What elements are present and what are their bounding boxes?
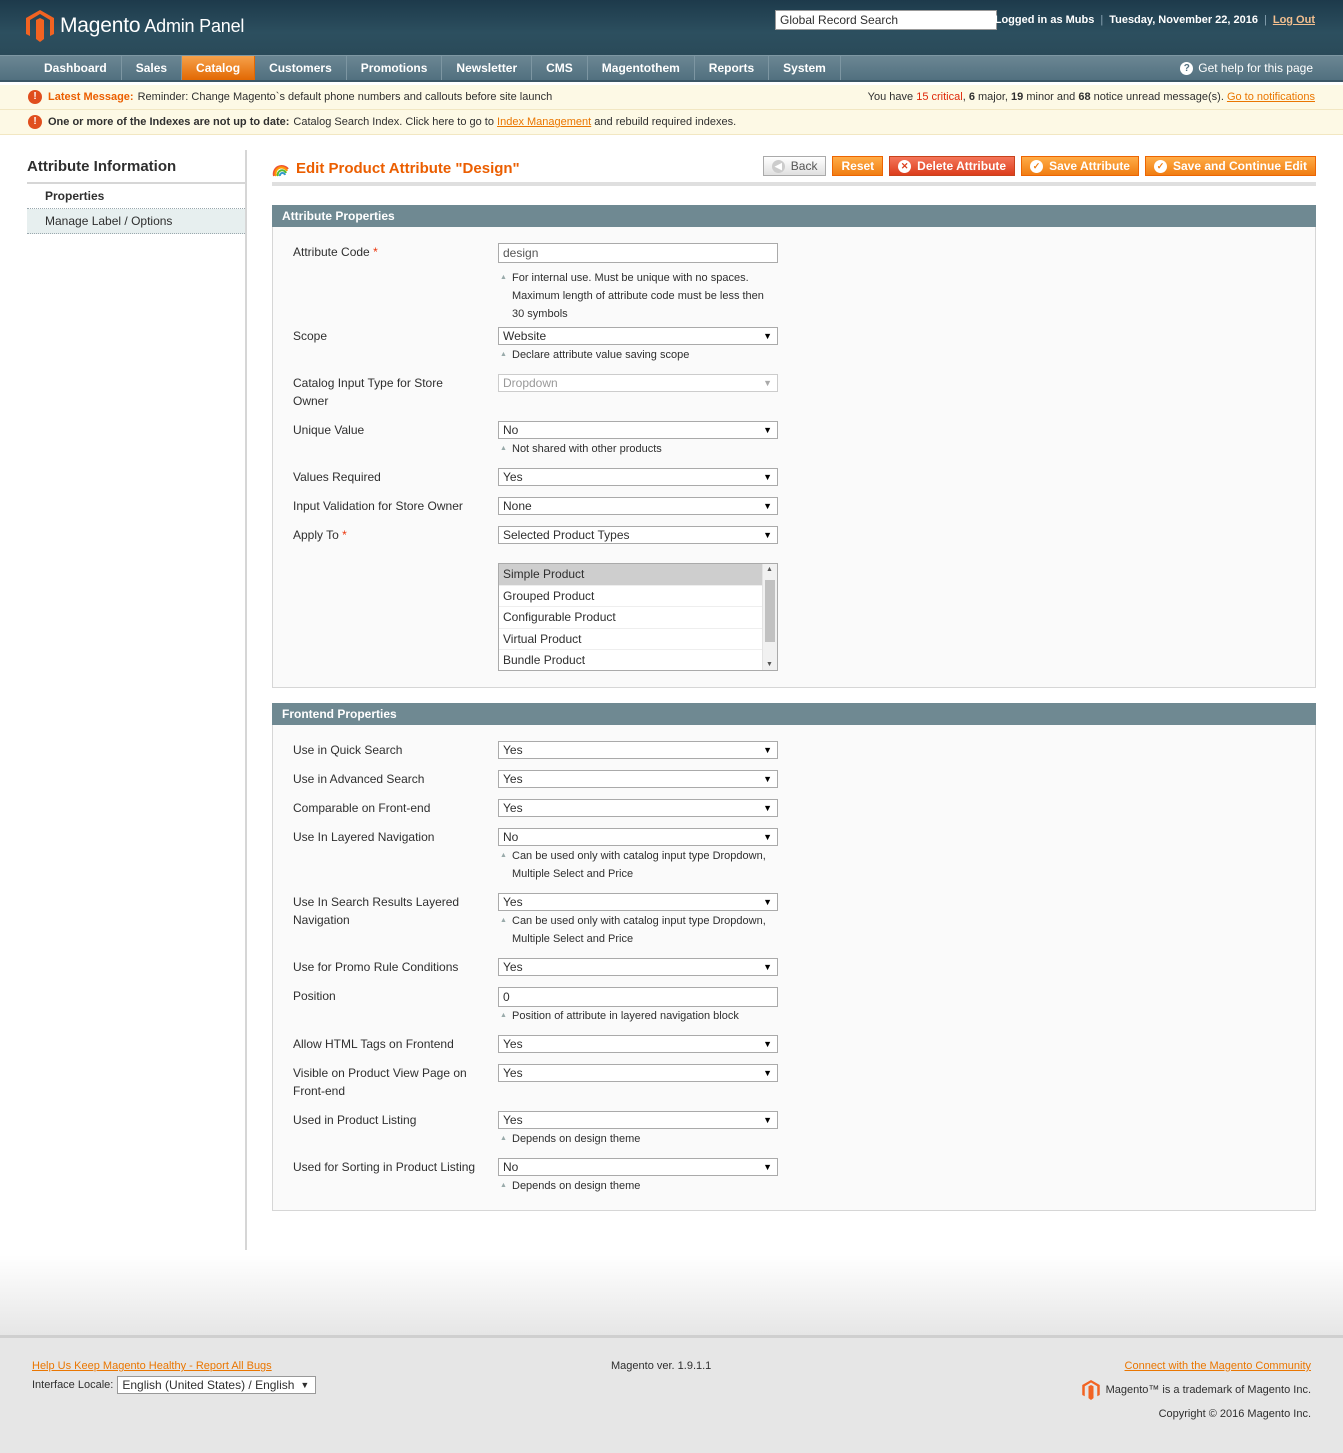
save-attribute-button[interactable]: ✓ Save Attribute bbox=[1021, 156, 1139, 176]
nav-magentothem[interactable]: Magentothem bbox=[588, 56, 695, 80]
help-icon: ? bbox=[1180, 62, 1193, 75]
latest-message-label: Latest Message: bbox=[48, 91, 134, 103]
product-listing-label: Used in Product Listing bbox=[293, 1113, 417, 1127]
error-icon: ! bbox=[28, 115, 42, 129]
nav-dashboard[interactable]: Dashboard bbox=[30, 56, 122, 80]
advanced-search-label: Use in Advanced Search bbox=[293, 772, 425, 786]
sidebar-title: Attribute Information bbox=[27, 150, 245, 184]
input-type-select: Dropdown ▼ bbox=[498, 374, 778, 392]
index-message-bar: ! One or more of the Indexes are not up to date: Catalog Search Index. Click here to go to Index Management and rebuild required indexes. bbox=[0, 110, 1343, 135]
promo-rules-label: Use for Promo Rule Conditions bbox=[293, 960, 459, 974]
scrollbar-thumb[interactable] bbox=[765, 580, 775, 642]
product-type-option[interactable]: Simple Product bbox=[499, 564, 762, 586]
locale-select[interactable]: English (United States) / English ▼ bbox=[117, 1376, 316, 1394]
nav-sales[interactable]: Sales bbox=[122, 56, 182, 80]
chevron-down-icon: ▼ bbox=[763, 331, 772, 341]
chevron-down-icon: ▼ bbox=[763, 1068, 772, 1078]
layered-nav-note: ▲ Can be used only with catalog input type Dropdown, Multiple Select and Price bbox=[498, 847, 778, 883]
chevron-down-icon: ▼ bbox=[763, 378, 772, 388]
position-input[interactable]: 0 bbox=[498, 987, 778, 1007]
nav-promotions[interactable]: Promotions bbox=[347, 56, 443, 80]
attribute-code-input[interactable]: design bbox=[498, 243, 778, 263]
report-bugs-link[interactable]: Help Us Keep Magento Healthy - Report All Bugs bbox=[32, 1360, 272, 1372]
logout-link[interactable]: Log Out bbox=[1272, 14, 1315, 26]
nav-reports[interactable]: Reports bbox=[695, 56, 769, 80]
sidebar bbox=[27, 150, 247, 1250]
footer bbox=[0, 1335, 1343, 1453]
chevron-down-icon: ▼ bbox=[300, 1380, 310, 1390]
save-continue-button[interactable]: ✓ Save and Continue Edit bbox=[1145, 156, 1316, 176]
quick-search-label: Use in Quick Search bbox=[293, 743, 403, 757]
visible-view-label: Visible on Product View Page on Front-end bbox=[293, 1066, 467, 1098]
product-listing-note: ▲ Depends on design theme bbox=[498, 1130, 778, 1148]
back-arrow-icon: ◀ bbox=[772, 160, 785, 173]
product-type-option[interactable]: Virtual Product bbox=[499, 629, 762, 651]
search-layered-nav-select[interactable]: Yes ▼ bbox=[498, 893, 778, 911]
visible-view-select[interactable]: Yes ▼ bbox=[498, 1064, 778, 1082]
scope-label: Scope bbox=[293, 329, 328, 343]
chevron-down-icon: ▼ bbox=[763, 1115, 772, 1125]
advanced-search-select[interactable]: Yes ▼ bbox=[498, 770, 778, 788]
notice-count: 68 bbox=[1078, 91, 1091, 103]
copyright-text: Copyright © 2016 Magento Inc. bbox=[1158, 1408, 1311, 1420]
apply-to-select[interactable]: Selected Product Types ▼ bbox=[498, 526, 778, 544]
chevron-down-icon: ▼ bbox=[763, 472, 772, 482]
rainbow-icon bbox=[272, 161, 290, 177]
scroll-up-icon[interactable]: ▲ bbox=[766, 566, 773, 573]
nav-cms[interactable]: CMS bbox=[532, 56, 588, 80]
latest-message-text: Reminder: Change Magento`s default phone numbers and callouts before site launch bbox=[137, 91, 553, 103]
delete-icon: ✕ bbox=[898, 160, 911, 173]
sorting-label: Used for Sorting in Product Listing bbox=[293, 1160, 476, 1174]
apply-to-label: Apply To bbox=[293, 528, 339, 542]
magento-logo-icon bbox=[26, 10, 54, 42]
check-icon: ✓ bbox=[1154, 160, 1167, 173]
footer-fade bbox=[0, 1255, 1343, 1335]
position-note: ▲ Position of attribute in layered navigation block bbox=[498, 1007, 778, 1025]
logo-suffix: Admin Panel bbox=[144, 16, 245, 36]
unique-value-label: Unique Value bbox=[293, 423, 365, 437]
notifications-link[interactable]: Go to notifications bbox=[1226, 91, 1315, 103]
search-layered-nav-note: ▲ Can be used only with catalog input type Dropdown, Multiple Select and Price bbox=[498, 912, 778, 948]
chevron-down-icon: ▼ bbox=[763, 832, 772, 842]
chevron-down-icon: ▼ bbox=[763, 962, 772, 972]
major-count: 6 bbox=[968, 91, 975, 103]
chevron-down-icon: ▼ bbox=[763, 774, 772, 784]
back-button[interactable]: ◀ Back bbox=[763, 156, 827, 176]
trademark-text: Magento™ is a trademark of Magento Inc. bbox=[1105, 1384, 1311, 1396]
nav-customers[interactable]: Customers bbox=[255, 56, 347, 80]
chevron-down-icon: ▼ bbox=[763, 803, 772, 813]
frontend-properties-fieldset bbox=[272, 725, 1316, 1211]
scope-note: ▲ Declare attribute value saving scope bbox=[498, 346, 778, 364]
html-tags-label: Allow HTML Tags on Frontend bbox=[293, 1037, 454, 1051]
check-icon: ✓ bbox=[1030, 160, 1043, 173]
multiselect-scrollbar[interactable] bbox=[762, 564, 777, 670]
reset-button[interactable]: Reset bbox=[832, 156, 883, 176]
chevron-down-icon: ▼ bbox=[763, 530, 772, 540]
values-required-select[interactable]: Yes ▼ bbox=[498, 468, 778, 486]
product-type-option[interactable]: Configurable Product bbox=[499, 607, 762, 629]
current-date: Tuesday, November 22, 2016 bbox=[1109, 14, 1258, 26]
latest-message-bar bbox=[0, 85, 1343, 110]
index-message-label: One or more of the Indexes are not up to date: bbox=[48, 116, 290, 128]
attribute-properties-heading: Attribute Properties bbox=[272, 205, 1316, 227]
frontend-properties-heading: Frontend Properties bbox=[272, 703, 1316, 725]
index-management-link[interactable]: Index Management bbox=[497, 116, 592, 128]
input-type-label: Catalog Input Type for Store Owner bbox=[293, 376, 443, 408]
error-icon: ! bbox=[28, 90, 42, 104]
layered-nav-label: Use In Layered Navigation bbox=[293, 830, 435, 844]
chevron-down-icon: ▼ bbox=[763, 745, 772, 755]
page-title: Edit Product Attribute "Design" bbox=[296, 160, 520, 177]
version-text: Magento ver. 1.9.1.1 bbox=[611, 1360, 712, 1372]
main-navigation bbox=[0, 55, 1343, 82]
content-header bbox=[272, 154, 1316, 186]
nav-newsletter[interactable]: Newsletter bbox=[442, 56, 532, 80]
notification-summary: You have 15 critical, 6 major, 19 minor and 68 notice unread message(s). Go to notifications bbox=[867, 91, 1315, 103]
values-required-label: Values Required bbox=[293, 470, 381, 484]
chevron-down-icon: ▼ bbox=[763, 897, 772, 907]
product-types-multiselect[interactable] bbox=[498, 563, 778, 671]
required-asterisk: * bbox=[342, 528, 347, 542]
tab-manage-label-options[interactable]: Manage Label / Options bbox=[27, 209, 245, 234]
chevron-down-icon: ▼ bbox=[763, 501, 772, 511]
input-validation-label: Input Validation for Store Owner bbox=[293, 499, 463, 513]
chevron-down-icon: ▼ bbox=[763, 1039, 772, 1049]
delete-attribute-button[interactable]: ✕ Delete Attribute bbox=[889, 156, 1015, 176]
logged-in-user: Logged in as Mubs bbox=[994, 14, 1095, 26]
locale-label: Interface Locale: bbox=[32, 1379, 114, 1391]
unique-value-note: ▲ Not shared with other products bbox=[498, 440, 778, 458]
comparable-label: Comparable on Front-end bbox=[293, 801, 431, 815]
scope-select[interactable]: Website ▼ bbox=[498, 327, 778, 345]
nav-system[interactable]: System bbox=[769, 56, 841, 80]
comparable-select[interactable]: Yes ▼ bbox=[498, 799, 778, 817]
minor-count: 19 bbox=[1011, 91, 1024, 103]
input-validation-select[interactable]: None ▼ bbox=[498, 497, 778, 515]
unique-value-select[interactable]: No ▼ bbox=[498, 421, 778, 439]
product-type-option[interactable]: Bundle Product bbox=[499, 650, 762, 671]
html-tags-select[interactable]: Yes ▼ bbox=[498, 1035, 778, 1053]
sorting-note: ▲ Depends on design theme bbox=[498, 1177, 778, 1195]
tab-properties[interactable]: Properties bbox=[27, 184, 245, 209]
required-asterisk: * bbox=[373, 245, 378, 259]
community-link[interactable]: Connect with the Magento Community bbox=[1124, 1360, 1311, 1372]
magento-logo-icon bbox=[1082, 1380, 1100, 1400]
attribute-code-label: Attribute Code bbox=[293, 245, 370, 259]
nav-catalog[interactable]: Catalog bbox=[182, 56, 255, 80]
attribute-code-note: ▲ For internal use. Must be unique with no spaces. Maximum length of attribute code must be less then 30 symbols bbox=[498, 269, 778, 323]
promo-rules-select[interactable]: Yes ▼ bbox=[498, 958, 778, 976]
sorting-select[interactable]: No ▼ bbox=[498, 1158, 778, 1176]
quick-search-select[interactable]: Yes ▼ bbox=[498, 741, 778, 759]
magento-logo[interactable] bbox=[26, 10, 244, 42]
logo-text: Magento bbox=[60, 14, 141, 37]
chevron-down-icon: ▼ bbox=[763, 425, 772, 435]
help-link[interactable] bbox=[1180, 61, 1313, 75]
attribute-properties-fieldset bbox=[272, 227, 1316, 688]
layered-nav-select[interactable]: No ▼ bbox=[498, 828, 778, 846]
critical-count: 15 critical bbox=[916, 91, 963, 103]
search-layered-nav-label: Use In Search Results Layered Navigation bbox=[293, 895, 460, 927]
product-listing-select[interactable]: Yes ▼ bbox=[498, 1111, 778, 1129]
header: Magento Admin Panel Global Record Search Logged in as Mubs | Tuesday, November 22, 2016 | Log Out bbox=[0, 0, 1343, 55]
index-message-text: Catalog Search Index. Click here to go to bbox=[293, 116, 494, 128]
position-label: Position bbox=[293, 989, 336, 1003]
help-label: Get help for this page bbox=[1198, 61, 1313, 75]
product-type-option[interactable]: Grouped Product bbox=[499, 586, 762, 608]
chevron-down-icon: ▼ bbox=[763, 1162, 772, 1172]
global-search-input[interactable]: Global Record Search bbox=[775, 10, 997, 30]
scroll-down-icon[interactable]: ▼ bbox=[766, 661, 773, 668]
